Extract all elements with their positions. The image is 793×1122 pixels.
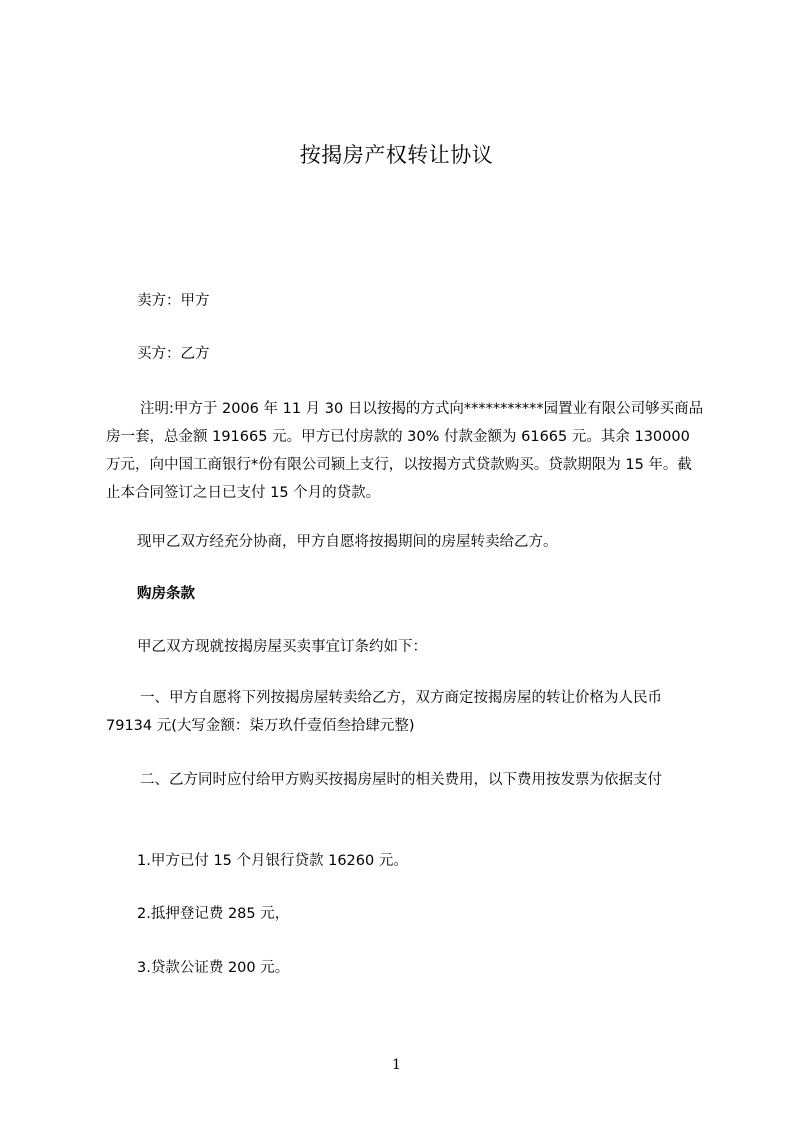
note-paragraph: 注明:甲方于 2006 年 11 月 30 日以按揭的方式向***********园置业有限公司够买商品房一套，总金额 191665 元。甲方已付房款的 30% 付款金额为 61665 元。其余 130000 万元，向中国工商银行*份有限公司颍上支行，以按揭方式贷款购买。贷款期限为 15 年。截止本合同签订之日已支付 15 个月的贷款。 bbox=[106, 401, 704, 501]
seller-line: 卖方：甲方 bbox=[137, 293, 210, 309]
negotiation-paragraph: 现甲乙双方经充分协商，甲方自愿将按揭期间的房屋转卖给乙方。 bbox=[137, 534, 558, 550]
fee-item-one: 1.甲方已付 15 个月银行贷款 16260 元。 bbox=[137, 853, 408, 869]
buyer-line: 买方：乙方 bbox=[137, 346, 210, 362]
terms-intro: 甲乙双方现就按揭房屋买卖事宜订条约如下： bbox=[137, 639, 427, 655]
fee-item-two: 2.抵押登记费 285 元， bbox=[137, 906, 290, 922]
section-heading: 购房条款 bbox=[137, 586, 195, 602]
clause-one: 一、甲方自愿将下列按揭房屋转卖给乙方，双方商定按揭房屋的转让价格为人民币 79134 元(大写金额：柒万玖仟壹佰叁拾肆元整) bbox=[106, 690, 662, 734]
clause-two: 二、乙方同时应付给甲方购买按揭房屋时的相关费用，以下费用按发票为依据支付 bbox=[140, 772, 662, 788]
document-title: 按揭房产权转让协议 bbox=[299, 143, 494, 167]
page-number: 1 bbox=[392, 1057, 401, 1073]
fee-item-three: 3.贷款公证费 200 元。 bbox=[137, 960, 290, 976]
